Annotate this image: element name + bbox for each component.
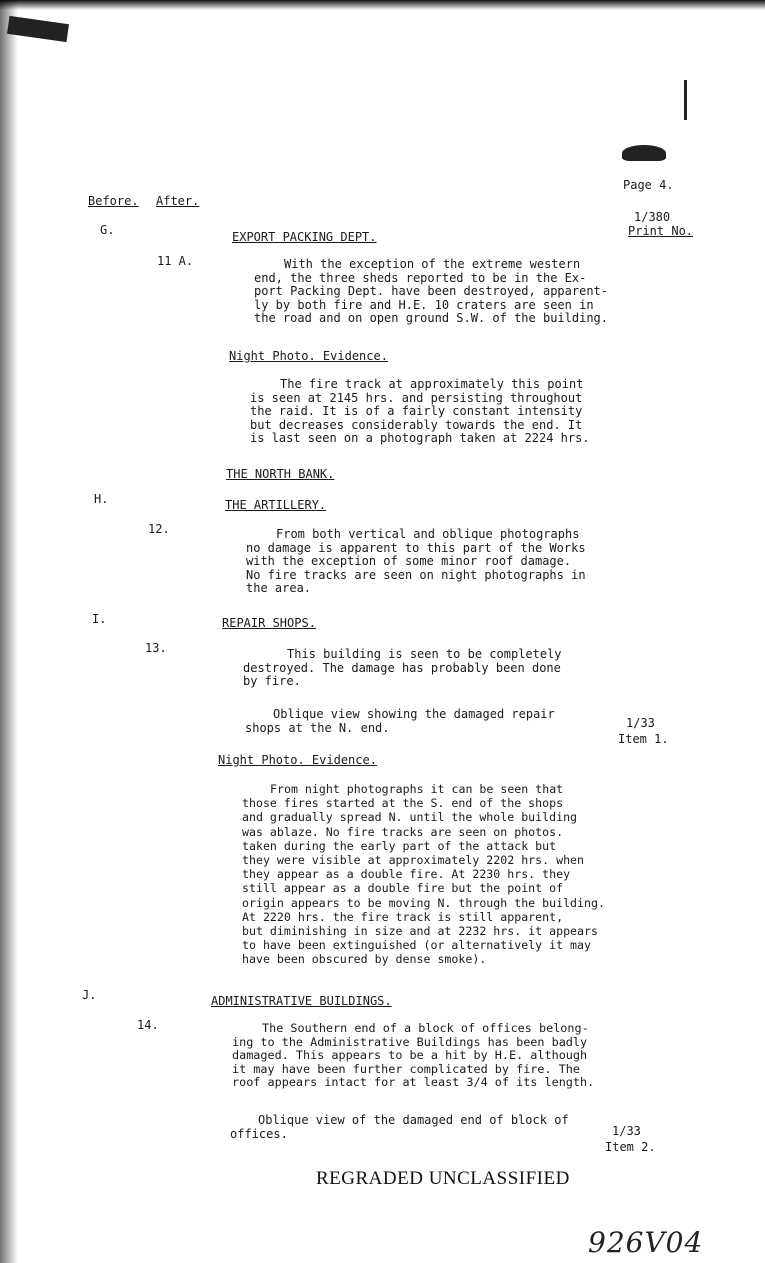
- scan-mark: [684, 80, 687, 120]
- oblique-caption: Oblique view showing the damaged repair shops at the N. end.: [245, 707, 555, 735]
- section-heading: THE ARTILLERY.: [225, 498, 327, 512]
- oblique-caption: Oblique view of the damaged end of block of offices.: [230, 1113, 569, 1141]
- paragraph: From both vertical and oblique photographs no damage is apparent to this part of the Works with the exception of some minor roof damage. No fire tracks are seen on night photographs in the area.: [246, 527, 586, 595]
- paragraph: From night photographs it can be seen that those fires started at the S. end of the shops and gradually spread N. until the whole building was ablaze. No fire tracks are seen on photos. taken during the early part of the attack but they were visible at approximately 2202 hrs. when they appear as a double fire. At 2230 hrs. they still appear as a double fire but the point of origin appears to be moving N. through the building. At 2220 hrs. the fire track is still apparent, but diminishing in size and at 2232 hrs. it appears to have been extinguished (or alternatively it may have been obscured by dense smoke).: [242, 782, 605, 967]
- print-reference: 1/33: [612, 1124, 641, 1138]
- paragraph: The fire track at approximately this point is seen at 2145 hrs. and persisting throughout the raid. It is of a fairly constant intensity but decreases considerably towards the end. It is last seen on a photograph taken at 2224 hrs.: [250, 377, 590, 445]
- paragraph-number: 13.: [145, 641, 167, 655]
- paragraph-number: 14.: [137, 1018, 159, 1032]
- scan-blot: [622, 145, 666, 161]
- classification-stamp: REGRADED UNCLASSIFIED: [316, 1168, 570, 1189]
- paragraph-number: 11 A.: [157, 254, 194, 268]
- section-letter: H.: [94, 492, 109, 506]
- paragraph: The Southern end of a block of offices belong- ing to the Administrative Buildings has been badly damaged. This appears to be a hit by H.E. although it may have been further complicated by fire. The roof appears intact for at least 3/4 of its length.: [232, 1021, 595, 1089]
- column-after-label: After.: [156, 194, 200, 208]
- section-heading: REPAIR SHOPS.: [222, 616, 316, 630]
- section-heading: THE NORTH BANK.: [226, 467, 335, 481]
- paragraph: With the exception of the extreme western end, the three sheds reported to be in the Ex- port Packing Dept. have been destroyed, apparent- ly by both fire and H.E. 10 craters are seen in the road and on open ground S.W. of the building.: [254, 257, 609, 325]
- paragraph-number: 12.: [148, 522, 170, 536]
- subsection-heading: Night Photo. Evidence.: [229, 349, 388, 363]
- section-heading: EXPORT PACKING DEPT.: [232, 230, 377, 244]
- section-letter: J.: [82, 988, 97, 1002]
- item-reference: Item 1.: [618, 732, 669, 746]
- section-letter: I.: [92, 612, 107, 626]
- print-reference: 1/33: [626, 716, 655, 730]
- column-before-label: Before.: [88, 194, 139, 208]
- paragraph: This building is seen to be completely destroyed. The damage has probably been done by fire.: [243, 647, 562, 688]
- page-number: Page 4.: [623, 178, 674, 192]
- print-number-label: Print No.: [628, 224, 694, 238]
- section-heading: ADMINISTRATIVE BUILDINGS.: [211, 994, 392, 1008]
- print-reference: 1/380: [634, 210, 671, 224]
- section-letter: G.: [100, 223, 115, 237]
- scan-edge-left: [0, 0, 18, 1263]
- handwritten-note: 926V04: [588, 1226, 704, 1259]
- item-reference: Item 2.: [605, 1140, 656, 1154]
- scan-edge-top: [0, 0, 765, 10]
- subsection-heading: Night Photo. Evidence.: [218, 753, 377, 767]
